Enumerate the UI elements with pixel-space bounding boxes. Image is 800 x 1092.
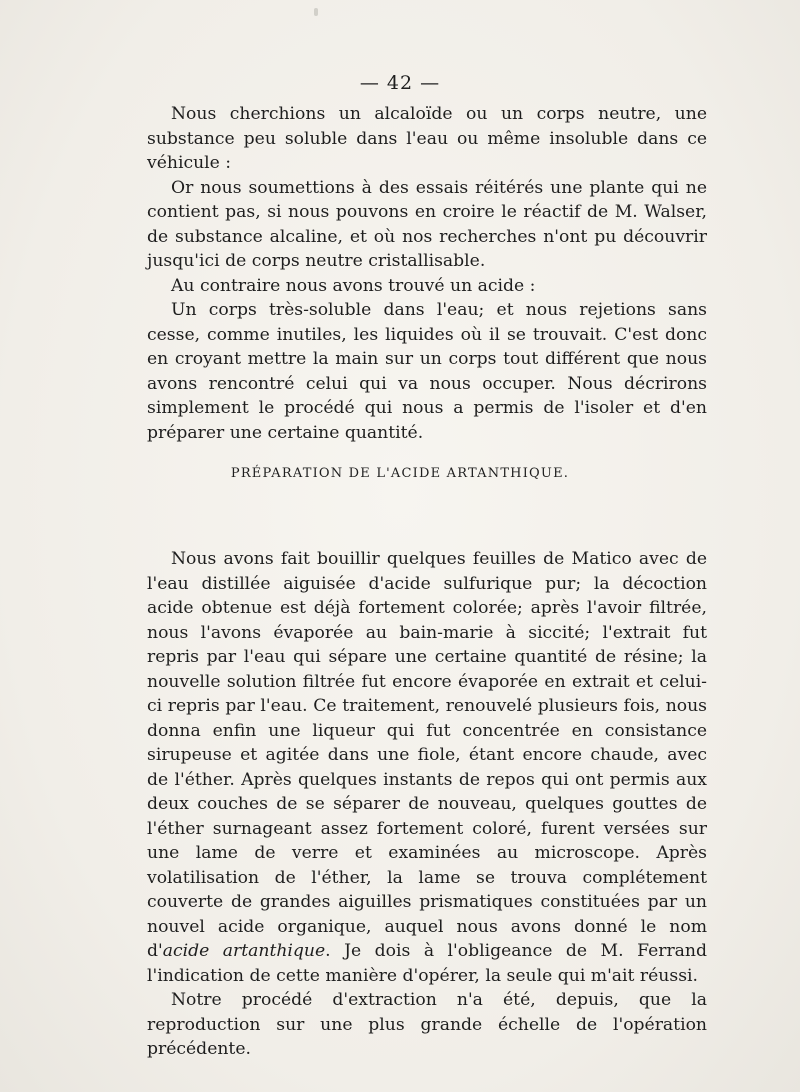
paragraph-method bbox=[147, 547, 707, 988]
paragraph-last: Notre procédé d'extraction n'a été, depuis, que la reproduction sur une plus grande échelle de l'opération précédente. bbox=[147, 990, 707, 1059]
paragraph-4: Un corps très-soluble dans l'eau; et nous rejetions sans cesse, comme inutiles, les liquides où il se trouvait. C'est donc en croyant mettre la main sur un corps tout différent que nous avons rencontré celui qui va nous occuper. Nous décrirons simplement le procédé qui nous a permis de l'isoler et d'en préparer une certaine quantité. bbox=[147, 300, 707, 443]
acid-name-emphasis: acide artanthique bbox=[162, 941, 326, 961]
paragraph-2: Or nous soumettions à des essais réitérés une plante qui ne contient pas, si nous pouvons en croire le réactif de M. Walser, de substance alcaline, et où nos recherches n'ont pu découvrir jusqu'ici de corps neutre cristallisable. bbox=[147, 177, 707, 271]
paper-speck bbox=[314, 8, 318, 16]
paragraph-1: Nous cherchions un alcaloïde ou un corps neutre, une substance peu soluble dans l'eau ou même insoluble dans ce véhicule : bbox=[147, 104, 707, 173]
method-text-block bbox=[147, 547, 707, 1062]
method-text-end: . Je dois à l'obligeance de M. Ferrand l'indication de cette manière d'opérer, la seule qui m'ait réussi. bbox=[147, 941, 707, 986]
section-heading: PRÉPARATION DE L'ACIDE ARTANTHIQUE. bbox=[230, 466, 570, 481]
paragraph-3: Au contraire nous avons trouvé un acide : bbox=[171, 275, 536, 296]
page-number: — 42 — bbox=[359, 72, 441, 94]
intro-text-block bbox=[147, 102, 707, 445]
method-text-start: Nous avons fait bouillir quelques feuilles de Matico avec de l'eau distillée aiguisée d'acide sulfurique pur; la décoction acide obtenue est déjà fortement colorée; après l'avoir filtrée, nous l'avons évaporée au bain-marie à siccité; l'extrait fut repris par l'eau qui sépare une certaine quantité de résine; la nouvelle solution filtrée fut encore évaporée en extrait et celui-ci repris par l'eau. Ce traitement, renouvelé plusieurs fois, nous donna enfin une liqueur qui fut concentrée en consistance sirupeuse et agitée dans une fiole, étant encore chaude, avec de l'éther. Après quelques instants de repos qui ont permis aux deux couches de se séparer de nouveau, quelques gouttes de l'éther surnageant assez fortement coloré, furent versées sur une lame de verre et examinées au microscope. Après volatilisation de l'éther, la lame se trouva complétement couverte de grandes aiguilles prismatiques constituées par un nouvel acide organique, auquel nous avons donné le nom d' bbox=[147, 549, 707, 961]
